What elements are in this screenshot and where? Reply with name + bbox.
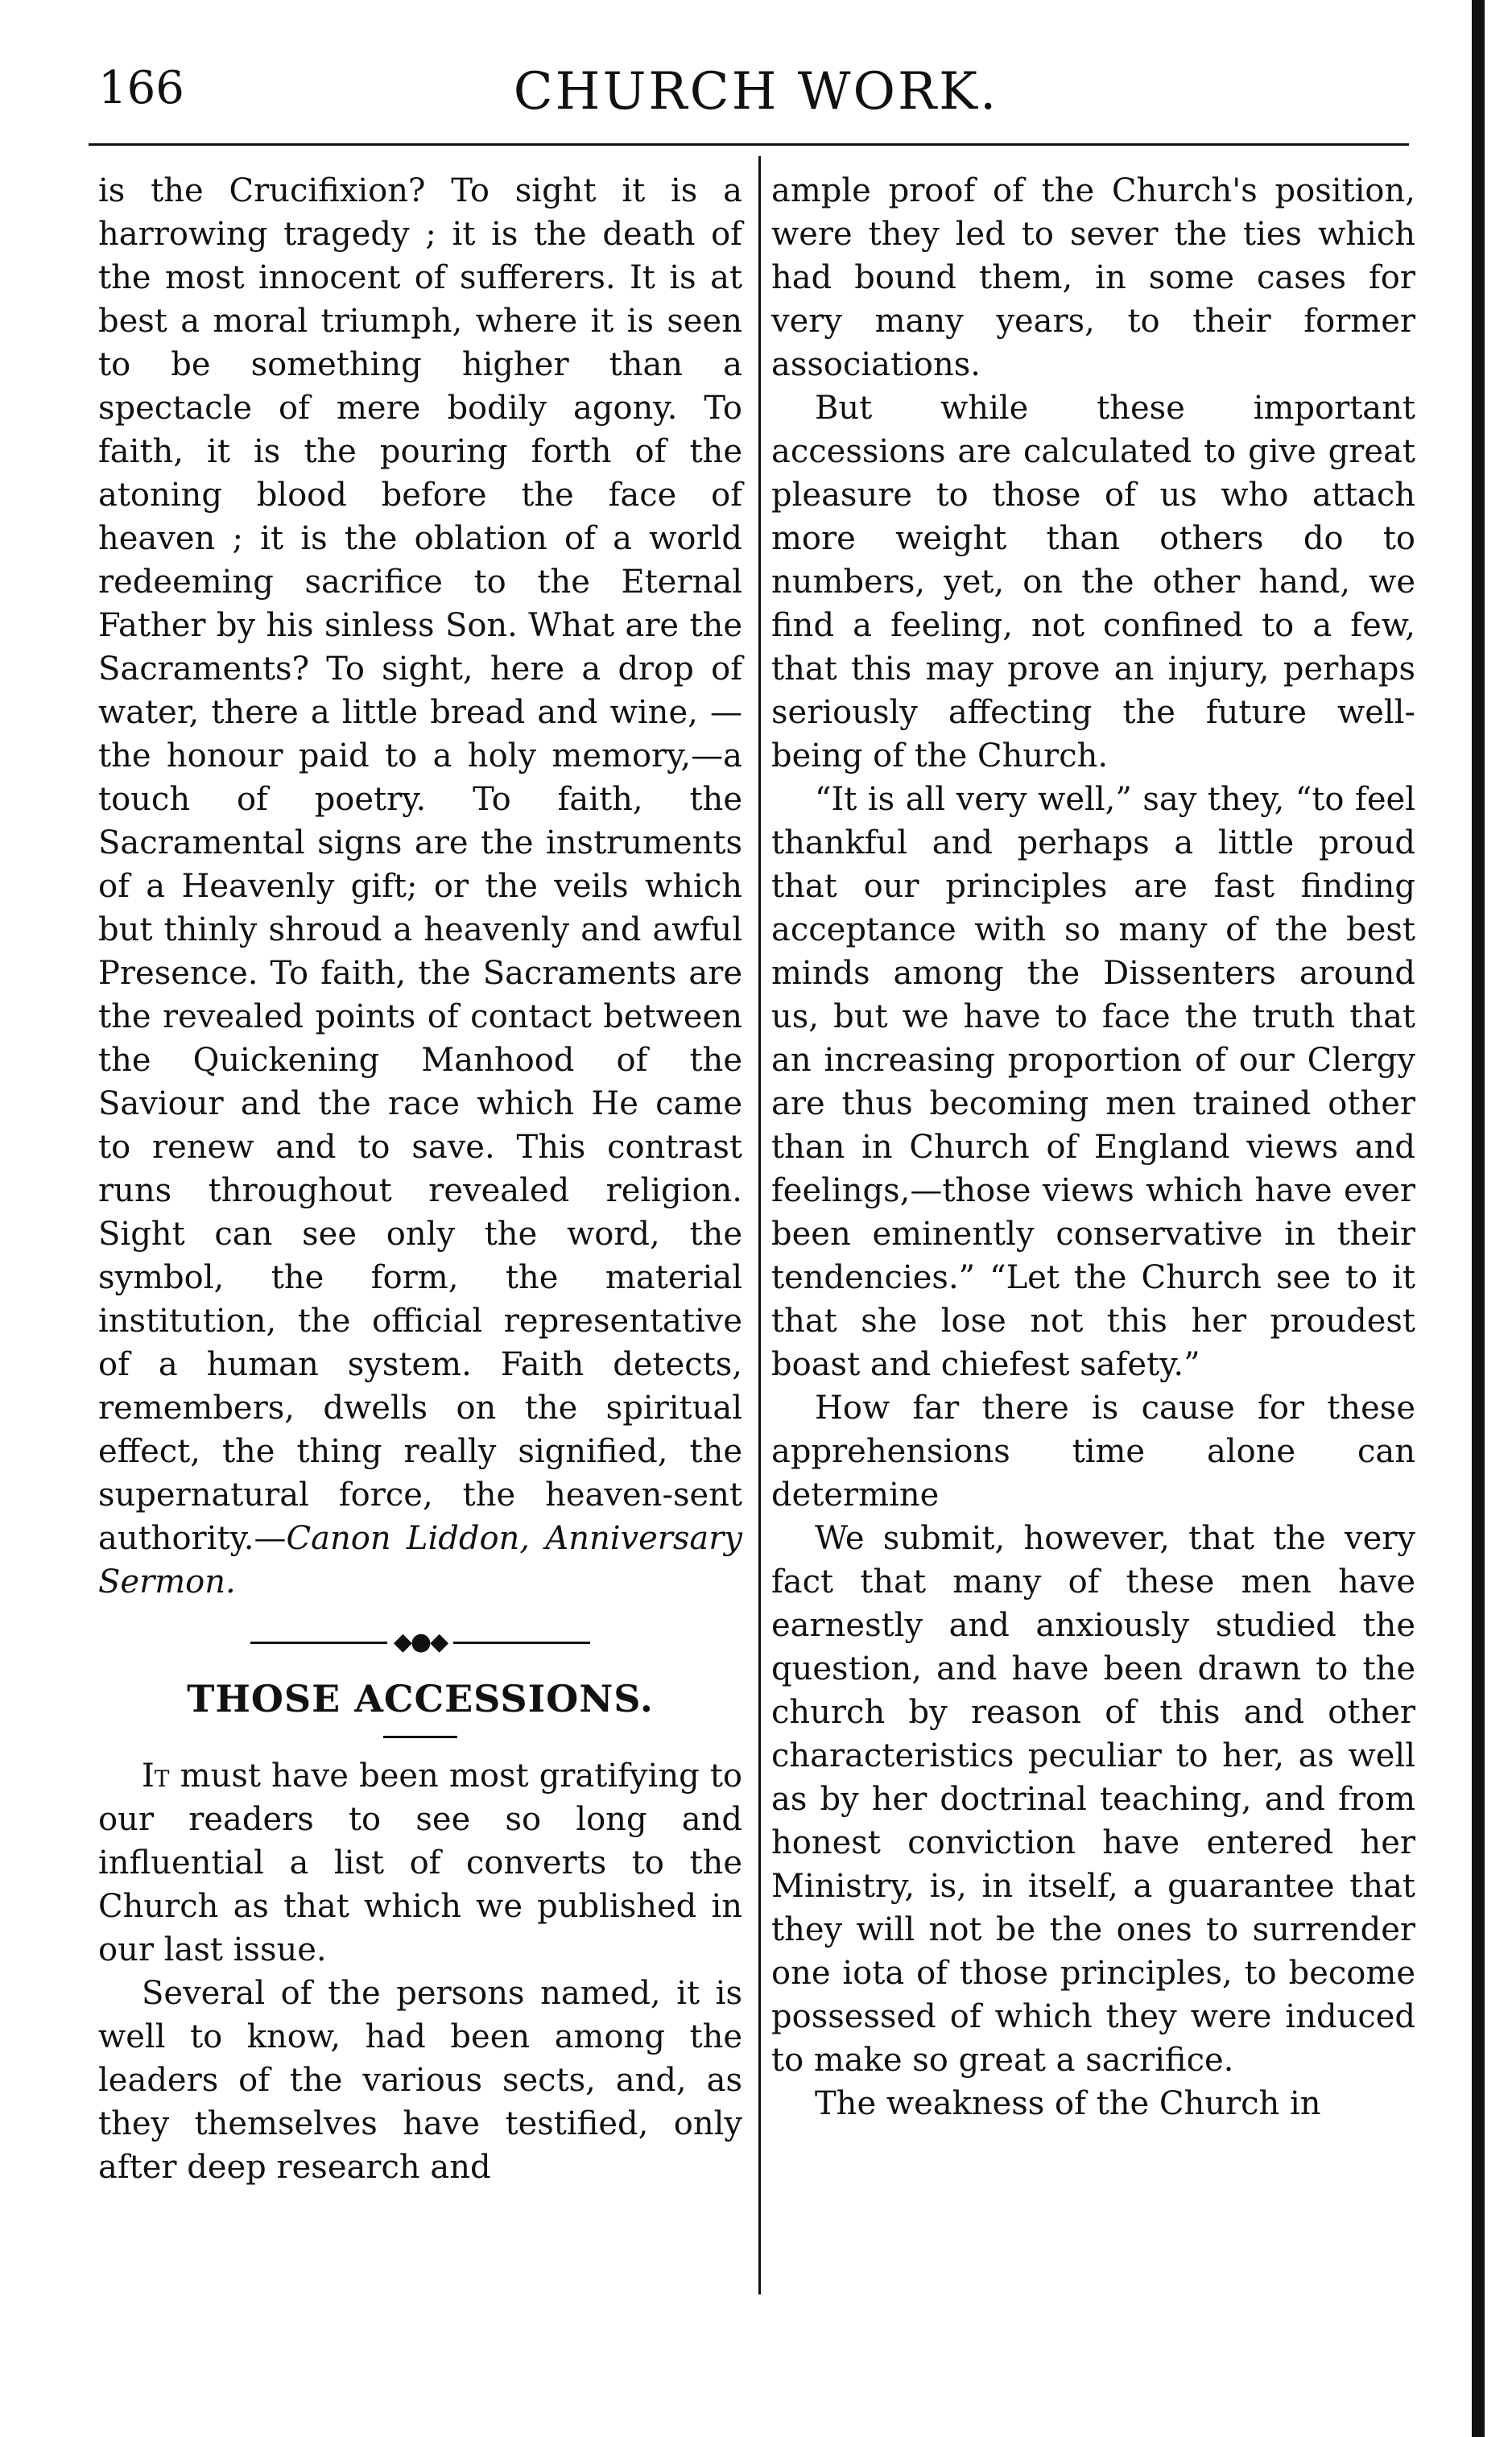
drop-lead: It (142, 1758, 170, 1795)
divider-line (250, 1642, 387, 1644)
divider-line (453, 1642, 590, 1644)
paragraph (98, 169, 742, 1604)
page-number: 166 (98, 62, 184, 114)
paragraph: Several of the persons named, it is well to know, had been among the leaders of the various sects, and, as they themselves have testified, only after deep research and (98, 1975, 742, 2186)
paragraph: How far there is cause for these apprehensions time alone can determine (771, 1390, 1415, 1514)
paragraph: But while these important accessions are calculated to give great pleasure to those of us who attach more weight than others do to numbers, yet, on the other hand, we find a feeling, not confined to a few, that this may prove an injury, perhaps seriously affecting the future well-being of the Church. (771, 390, 1415, 774)
short-rule (383, 1736, 457, 1738)
ornamental-divider (98, 1625, 742, 1658)
fleuron-icon: ◆●◆ (393, 1628, 448, 1656)
paragraph: “It is all very well,” say they, “to feel thankful and perhaps a little proud that our principles are fast finding acceptance with so many of the best minds among the Dissenters around us, but we have to face the truth that an increasing proportion of our Clergy are thus becoming men trained other than in Church of England views and feelings,—those views which have ever been eminently conservative in their tendencies.” “Let the Church see to it that she lose not this her proudest boast and chiefest safety.” (771, 781, 1415, 1383)
paragraph-text: is the Crucifixion? To sight it is a harrowing tragedy ; it is the death of the most innocent of sufferers. It is at best a moral triumph, where it is seen to be something higher than a spectacle of mere bodily agony. To faith, it is the pouring forth of the atoning blood before the face of heaven ; it is the oblation of a world redeeming sacrifice to the Eternal Father by his sinless Son. What are the Sacraments? To sight, here a drop of water, there a little bread and wine, —the honour paid to a holy memory,—a touch of poetry. To faith, the Sacramental signs are the instruments of a Heavenly gift; or the veils which but thinly shroud a heavenly and awful Presence. To faith, the Sacraments are the revealed points of contact between the Quickening Manhood of the Saviour and the race which He came to renew and to save. This contrast runs throughout revealed religion. Sight can see only the word, the symbol, the form, the material institution, the official representative of a human system. Faith detects, remembers, dwells on the spiritual effect, the thing really signified, the supernatural force, the heaven-sent authority.— (98, 172, 742, 1557)
paragraph: We submit, however, that the very fact that many of these men have earnestly and anxiously studied the question, and have been drawn to the church by reason of this and other characteristics peculiar to her, as well as by her doctrinal teaching, and from honest conviction have entered her Ministry, is, in itself, a guarantee that they will not be the ones to surrender one iota of those principles, to become possessed of which they were induced to make so great a sacrifice. (771, 1520, 1415, 2079)
section-heading: THOSE ACCESSIONS. (187, 1677, 654, 1720)
column-divider (758, 156, 761, 2294)
right-column (771, 169, 1415, 2125)
running-title: CHURCH WORK. (513, 62, 999, 122)
header-rule (89, 143, 1409, 146)
paragraph (98, 1754, 742, 1972)
attribution: Canon Liddon, Anniversary Sermon. (98, 1520, 742, 1601)
paragraph: The weakness of the Church in (815, 2085, 1321, 2122)
paragraph: ample proof of the Church's position, were they led to sever the ties which had bound them, in some cases for very many years, to their former associations. (771, 172, 1415, 383)
paragraph-text: must have been most gratifying to our readers to see so long and influential a list of converts to the Church as that which we published in our last issue. (98, 1758, 742, 1968)
page-edge-bar (1472, 0, 1485, 2437)
left-column (98, 169, 742, 2189)
